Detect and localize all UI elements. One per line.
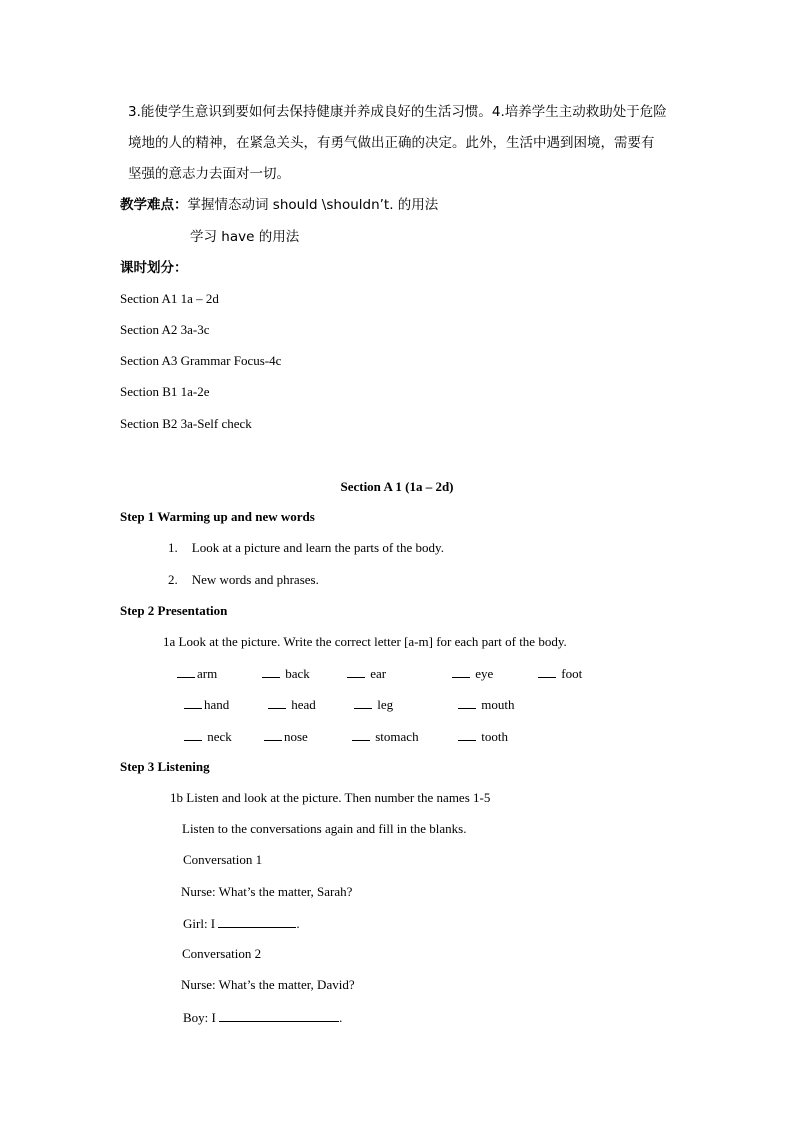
step3-instruction: 1b Listen and look at the picture. Then number the names 1-5 xyxy=(170,790,491,805)
step2-instruction: 1a Look at the picture. Write the correct letter [a-m] for each part of the body. xyxy=(163,634,567,649)
intro-line-1: 3.能使学生意识到要如何去保持健康并养成良好的生活习惯。4.培养学生主动救助处于危险 xyxy=(128,104,667,120)
word-leg: leg xyxy=(354,696,393,713)
conv2-nurse-line: Nurse: What’s the matter, David? xyxy=(181,977,355,992)
difficulty-text-1: 掌握情态动词 should \shouldn’t. 的用法 xyxy=(187,197,439,213)
conv1-nurse-line: Nurse: What’s the matter, Sarah? xyxy=(181,884,353,899)
step1-item-1-num: 1. xyxy=(168,540,178,555)
schedule-item-4: Section B1 1a-2e xyxy=(120,384,210,399)
blank-nose[interactable] xyxy=(264,728,282,741)
word-hand: hand xyxy=(184,696,229,713)
conv1-girl-prefix: Girl: I xyxy=(183,916,216,931)
conv2-boy-prefix: Boy: I xyxy=(183,1010,216,1025)
word-stomach: stomach xyxy=(352,728,419,745)
word-foot: foot xyxy=(538,665,582,682)
blank-leg[interactable] xyxy=(354,696,372,709)
word-nose: nose xyxy=(264,728,308,745)
conv2-boy-line: Boy: I . xyxy=(183,1010,343,1025)
intro-line-3: 坚强的意志力去面对一切。 xyxy=(128,166,290,182)
conv2-title: Conversation 2 xyxy=(182,946,262,961)
blank-hand[interactable] xyxy=(184,696,202,709)
word-eye: eye xyxy=(452,665,493,682)
blank-stomach[interactable] xyxy=(352,728,370,741)
blank-back[interactable] xyxy=(262,665,280,678)
intro-line-2: 境地的人的精神，在紧急关头，有勇气做出正确的决定。此外，生活中遇到困境，需要有 xyxy=(128,135,655,151)
section-title: Section A 1 (1a – 2d) xyxy=(340,479,454,494)
blank-neck[interactable] xyxy=(184,728,202,741)
blank-mouth[interactable] xyxy=(458,696,476,709)
conv2-answer-blank[interactable] xyxy=(219,1009,339,1022)
blank-arm[interactable] xyxy=(177,665,195,678)
step1-item-2-num: 2. xyxy=(168,572,178,587)
word-mouth: mouth xyxy=(458,696,514,713)
conv1-answer-blank[interactable] xyxy=(218,915,296,928)
word-neck: neck xyxy=(184,728,232,745)
step1-title: Step 1 Warming up and new words xyxy=(120,509,315,524)
word-ear: ear xyxy=(347,665,386,682)
word-back: back xyxy=(262,665,310,682)
blank-foot[interactable] xyxy=(538,665,556,678)
step1-item-2 xyxy=(168,572,319,588)
schedule-item-2: Section A2 3a-3c xyxy=(120,322,210,337)
blank-ear[interactable] xyxy=(347,665,365,678)
blank-head[interactable] xyxy=(268,696,286,709)
word-tooth: tooth xyxy=(458,728,508,745)
step3-title: Step 3 Listening xyxy=(120,759,210,774)
blank-eye[interactable] xyxy=(452,665,470,678)
word-arm: arm xyxy=(177,665,217,682)
difficulty-text-2: 学习 have 的用法 xyxy=(190,229,300,245)
step1-item-2-text: New words and phrases. xyxy=(191,572,319,587)
schedule-item-5: Section B2 3a-Self check xyxy=(120,416,252,431)
schedule-item-1: Section A1 1a – 2d xyxy=(120,291,219,306)
step2-title: Step 2 Presentation xyxy=(120,603,228,618)
step1-item-1 xyxy=(168,540,444,556)
schedule-item-3: Section A3 Grammar Focus-4c xyxy=(120,353,282,368)
step1-item-1-text: Look at a picture and learn the parts of the body. xyxy=(191,540,444,555)
word-head: head xyxy=(268,696,316,713)
conv1-girl-line: Girl: I . xyxy=(183,916,300,931)
schedule-label: 课时划分： xyxy=(120,260,188,276)
blank-tooth[interactable] xyxy=(458,728,476,741)
difficulty-label: 教学难点： xyxy=(120,197,188,213)
difficulty-row xyxy=(120,197,438,213)
conv1-title: Conversation 1 xyxy=(183,852,263,867)
step3-instruction-2: Listen to the conversations again and fill in the blanks. xyxy=(182,821,467,836)
